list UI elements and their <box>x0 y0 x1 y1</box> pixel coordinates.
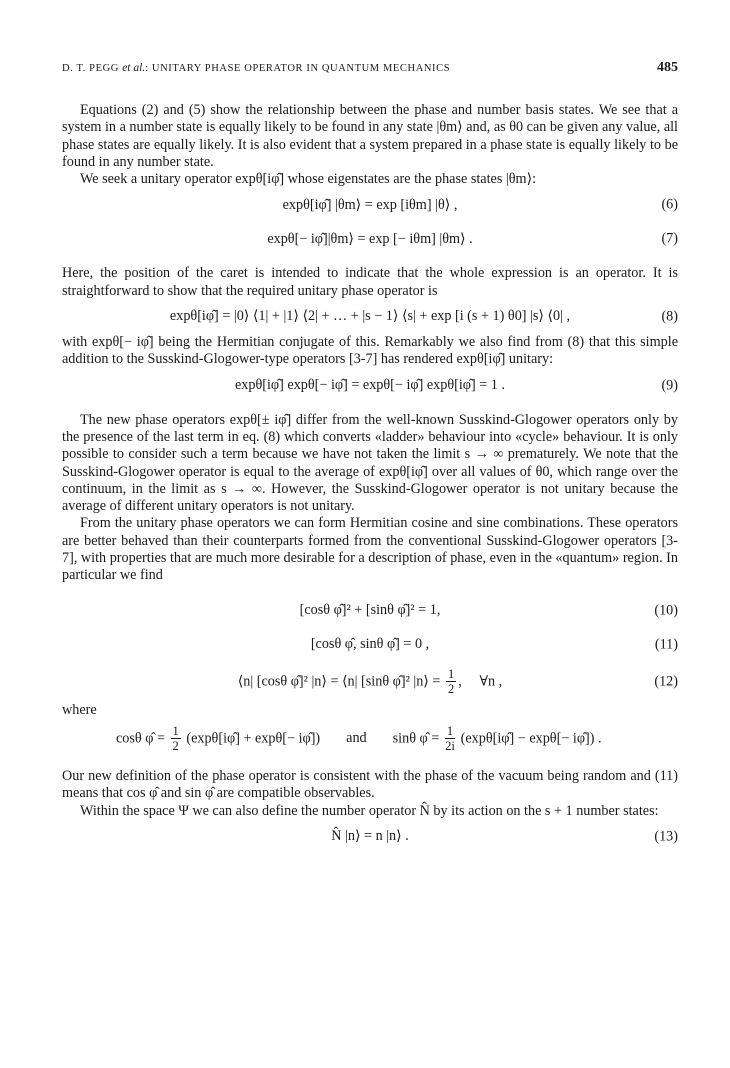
fraction-denominator: 2 <box>447 682 455 697</box>
cos-definition <box>116 725 320 753</box>
paragraph-8: Within the space Ψ we can also define the number operator N̂ by its action on the s + 1 number states: <box>80 802 659 819</box>
running-head-title <box>62 62 450 74</box>
fraction-numerator: 1 <box>447 666 455 681</box>
equation-12-expression <box>238 668 502 696</box>
cos-definition-fraction <box>171 725 181 753</box>
equation-8-expression: expθ[iφ̂] = |0⟩ ⟨1| + |1⟩ ⟨2| + … + |s − 1⟩ ⟨s| + exp [i (s + 1) θ0] |s⟩ ⟨0| , <box>169 308 571 325</box>
equation-10-expression: [cosθ φ̂]² + [sinθ φ̂]² = 1, <box>299 601 441 618</box>
equation-9-number: (9) <box>661 377 678 394</box>
equation-10-number: (10) <box>654 601 678 618</box>
sin-definition-rhs: (expθ[iφ̂] − expθ[− iφ̂]) . <box>460 730 602 747</box>
equation-12 <box>62 662 678 702</box>
equation-6-expression: expθ[iφ̂] |θm⟩ = exp [iθm] |θ⟩ , <box>282 196 458 213</box>
equation-9 <box>62 369 678 403</box>
equation-8 <box>62 300 678 334</box>
sin-definition-lhs: sinθ φ̂ = <box>392 730 440 747</box>
cos-definition-lhs: cosθ φ̂ = <box>116 730 165 747</box>
fraction-denominator: 2i <box>445 739 455 754</box>
equation-13-expression: N̂ |n⟩ = n |n⟩ . <box>331 828 409 845</box>
equation-12-fraction <box>446 668 456 696</box>
equation-13 <box>62 820 678 854</box>
equation-8-number: (8) <box>661 308 678 325</box>
fraction-numerator: 1 <box>446 723 454 738</box>
equation-6-number: (6) <box>661 196 678 213</box>
equation-6 <box>62 188 678 222</box>
sin-definition <box>393 725 602 753</box>
paragraph-6: From the unitary phase operators we can form Hermitian cosine and sine combinations. These operators are better behaved than their counterparts formed from the conventional Susskind-Glogower operators [3-7], with properties that are much more desirable for a description of phase, even in the «quantum» region. In particular we find <box>62 515 678 584</box>
equation-12-tail: , ∀n , <box>458 672 503 689</box>
equation-12-lhs: ⟨n| [cosθ φ̂]² |n⟩ = ⟨n| [sinθ φ̂]² |n⟩ = <box>237 672 441 689</box>
equation-7-expression: expθ[− iφ̂]|θm⟩ = exp [− iθm] |θm⟩ . <box>267 230 473 247</box>
sin-definition-fraction <box>445 725 455 753</box>
equation-13-number: (13) <box>654 828 678 845</box>
running-head-etal: et al. <box>122 62 146 74</box>
equation-9-expression: expθ[iφ̂] expθ[− iφ̂] = expθ[− iφ̂] expθ[iφ̂] = 1 . <box>234 377 505 394</box>
where-label: where <box>62 701 97 718</box>
running-head-article-title: : UNITARY PHASE OPERATOR IN QUANTUM MECHANICS <box>145 63 451 74</box>
and-connector: and <box>346 730 367 747</box>
equation-11 <box>62 628 678 662</box>
paragraph-2: We seek a unitary operator expθ[iφ̂] whose eigenstates are the phase states |θm⟩: <box>80 171 537 188</box>
running-head-authors: D. T. PEGG <box>62 63 119 74</box>
equation-10 <box>62 594 678 628</box>
cos-sin-definitions <box>62 719 678 759</box>
paragraph-1: Equations (2) and (5) show the relationship between the phase and number basis states. We see that a system in a number state is equally likely to be found in any state |θm⟩ and, as θ0 can be given any value, all phase states are equally likely. It is also evident that a system prepared in a phase state is equally likely to be found in any number state. <box>62 102 678 170</box>
equation-12-number: (12) <box>654 672 678 689</box>
equation-11-expression: [cosθ φ̂, sinθ φ̂] = 0 , <box>310 635 430 652</box>
fraction-denominator: 2 <box>172 739 179 754</box>
paragraph-5: The new phase operators expθ[± iφ̂] differ from the well-known Susskind-Glogower operators only by the presence of the last term in eq. (8) which converts «ladder» behaviour into «cycle» behaviour. It is only possible to consider such a term because we have not taken the limit s → ∞ prematurely. We note that the Susskind-Glogower operator is equal to the average of expθ[iφ̂] over all values of θ0, which range over the continuum, in the limit as s → ∞. However, the Susskind-Glogower operator is not unitary because the average of different unitary operators is not unitary. <box>62 411 678 515</box>
equation-7 <box>62 222 678 256</box>
paragraph-4: with expθ[− iφ̂] being the Hermitian conjugate of this. Remarkably we also find from (8) that this simple addition to the Susskind-Glogower-type operators [3-7] has rendered expθ[iφ̂] unitary: <box>62 334 678 368</box>
page-number: 485 <box>657 60 678 75</box>
running-head <box>62 60 678 80</box>
fraction-numerator: 1 <box>172 723 179 738</box>
cos-definition-rhs: (expθ[iφ̂] + expθ[− iφ̂]) <box>186 730 321 747</box>
article-body <box>62 102 678 854</box>
equation-11-number: (11) <box>654 635 678 652</box>
paragraph-3: Here, the position of the caret is intended to indicate that the whole expression is an operator. It is straightforward to show that the required unitary phase operator is <box>62 265 678 299</box>
equation-7-number: (7) <box>661 230 678 247</box>
paragraph-7: Our new definition of the phase operator is consistent with the phase of the vacuum being random and (11) means that cos φ̂ and sin φ̂ are compatible observables. <box>62 767 678 802</box>
